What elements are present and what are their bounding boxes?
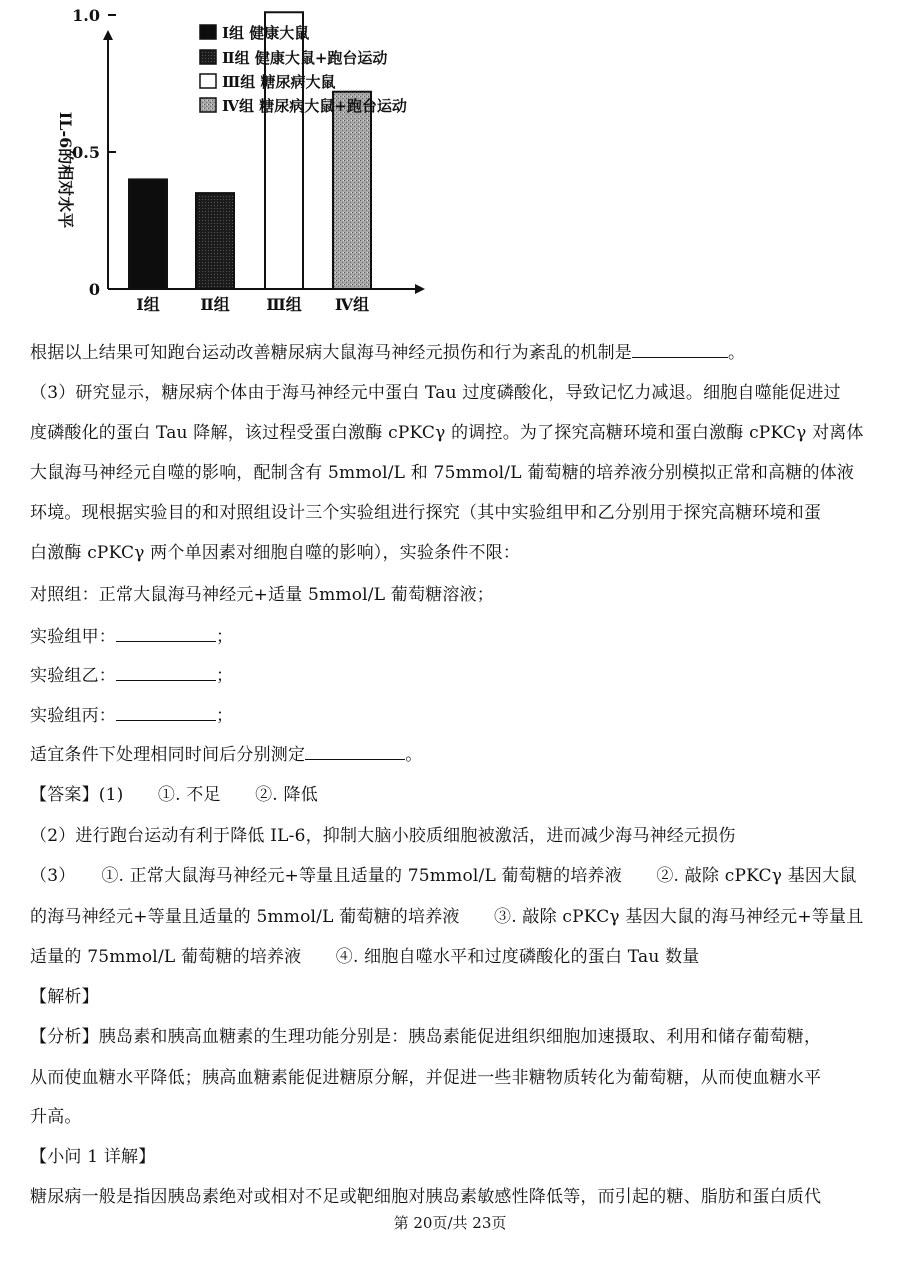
question-line-1: 根据以上结果可知跑台运动改善糖尿病大鼠海马神经元损伤和行为紊乱的机制是 。	[30, 343, 746, 363]
x-category-label: Ⅰ组	[136, 295, 160, 314]
answer-blank	[116, 625, 216, 642]
control-group-line: 对照组：正常大鼠海马神经元+适量 5mmol/L 葡萄糖溶液；	[30, 585, 494, 605]
legend-swatch	[200, 25, 216, 39]
measure-line: 适宜条件下处理相同时间后分别测定 。	[30, 745, 423, 765]
legend-swatch	[200, 74, 216, 88]
question-line-3: 度磷酸化的蛋白 Tau 降解，该过程受蛋白激酶 cPKCγ 的调控。为了探究高糖环境和蛋白激酶 cPKCγ 对离体	[30, 423, 864, 443]
question-line-4: 大鼠海马神经元自噬的影响，配制含有 5mmol/L 和 75mmol/L 葡萄糖的培养液分别模拟正常和高糖的体液	[30, 463, 855, 483]
legend-entry: Ⅱ组 健康大鼠+跑台运动	[222, 49, 388, 67]
answer-line-5: 适量的 75mmol/L 葡萄糖的培养液 ④. 细胞自噬水平和过度磷酸化的蛋白 Tau 数量	[30, 947, 700, 967]
x-category-label: Ⅳ组	[334, 295, 370, 314]
bar-4	[333, 92, 371, 289]
legend-entry: Ⅲ组 糖尿病大鼠	[222, 73, 336, 91]
analysis-line-3: 升高。	[30, 1107, 82, 1127]
y-tick-label: 1.0	[72, 6, 100, 25]
chart-ticks	[72, 0, 116, 299]
bar-1	[129, 179, 167, 289]
question-line-6: 白激酶 cPKCγ 两个单因素对细胞自噬的影响），实验条件不限：	[30, 543, 521, 563]
answer-line-2: （2）进行跑台运动有利于降低 IL-6，抑制大脑小胶质细胞被激活，进而减少海马神经元损伤	[30, 826, 736, 846]
group-c-line: 实验组丙： ；	[30, 706, 234, 726]
y-axis-arrow	[103, 30, 113, 40]
chart-categories	[136, 295, 369, 314]
legend-entry: Ⅰ组 健康大鼠	[222, 24, 310, 42]
legend-swatch	[200, 50, 216, 64]
answer-blank	[116, 664, 216, 681]
answer-blank	[632, 341, 728, 358]
x-axis-arrow	[415, 284, 425, 294]
answer-line-1: 【答案】(1) ①. 不足 ②. 降低	[30, 785, 318, 805]
legend-swatch	[200, 98, 216, 112]
analysis-heading: 【解析】	[30, 987, 99, 1007]
analysis-line-2: 从而使血糖水平降低；胰高血糖素能促进糖原分解，并促进一些非糖物质转化为葡萄糖，从而使血糖水平	[30, 1068, 822, 1088]
analysis-line-1: 【分析】胰岛素和胰高血糖素的生理功能分别是：胰岛素能促进组织细胞加速摄取、利用和储存葡萄糖，	[30, 1027, 822, 1047]
legend-entry: Ⅳ组 糖尿病大鼠+跑台运动	[222, 97, 407, 115]
y-tick-label: 0.5	[72, 143, 100, 162]
subquestion-heading: 【小问 1 详解】	[30, 1147, 156, 1167]
bar-2	[196, 193, 234, 289]
y-axis-label: IL-6的相对水平	[56, 111, 75, 229]
answer-line-4: 的海马神经元+等量且适量的 5mmol/L 葡萄糖的培养液 ③. 敲除 cPKCγ 基因大鼠的海马神经元+等量且	[30, 907, 864, 927]
answer-blank	[116, 704, 216, 721]
answer-line-3: （3） ①. 正常大鼠海马神经元+等量且适量的 75mmol/L 葡萄糖的培养液 ②. 敲除 cPKCγ 基因大鼠	[30, 866, 857, 886]
group-b-line: 实验组乙： ；	[30, 666, 234, 686]
y-tick-label: 0	[88, 280, 100, 299]
question-line-5: 环境。现根据实验目的和对照组设计三个实验组进行探究（其中实验组甲和乙分别用于探究高糖环境和蛋	[30, 503, 822, 523]
il6-bar-chart	[0, 0, 470, 325]
x-category-label: Ⅱ组	[200, 295, 230, 314]
page-footer: 第 20页/共 23页	[393, 1214, 507, 1232]
group-a-line: 实验组甲： ；	[30, 627, 234, 647]
detail-line-1: 糖尿病一般是指因胰岛素绝对或相对不足或靶细胞对胰岛素敏感性降低等，而引起的糖、脂肪和蛋白质代	[30, 1187, 822, 1207]
question-line-2: （3）研究显示，糖尿病个体由于海马神经元中蛋白 Tau 过度磷酸化，导致记忆力减退。细胞自噬能促进过	[30, 383, 841, 403]
x-category-label: Ⅲ组	[266, 295, 302, 314]
answer-blank	[305, 743, 405, 760]
